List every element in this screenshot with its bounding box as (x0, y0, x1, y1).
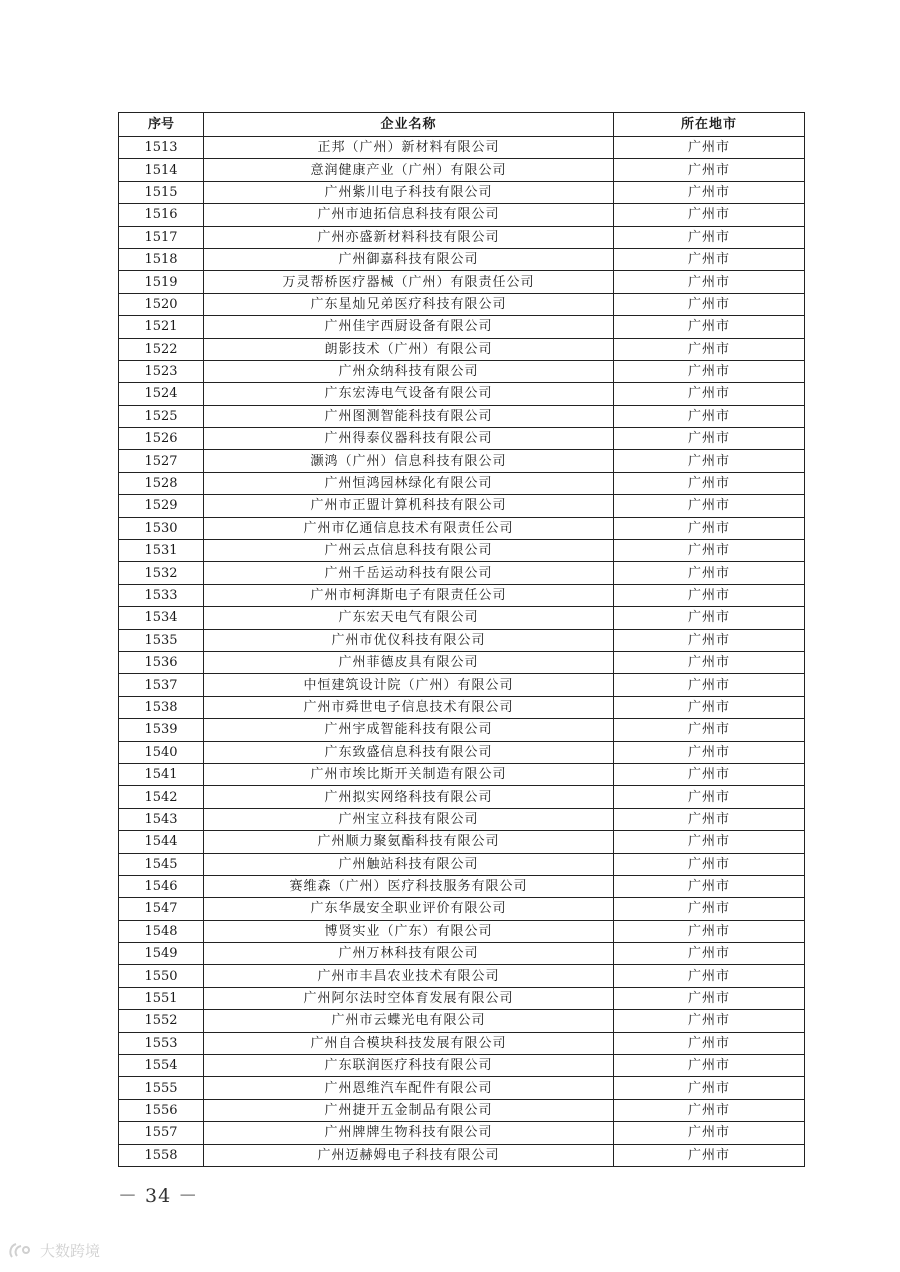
row-index: 1540 (119, 742, 204, 764)
row-company-name: 广州云点信息科技有限公司 (204, 540, 614, 562)
row-company-name: 广州市亿通信息技术有限责任公司 (204, 518, 614, 540)
row-index: 1543 (119, 809, 204, 831)
table-row (119, 562, 805, 584)
row-company-name: 广州迈赫姆电子科技有限公司 (204, 1145, 614, 1167)
row-index: 1550 (119, 965, 204, 987)
row-city: 广州市 (614, 943, 805, 965)
table-row (119, 428, 805, 450)
row-index: 1558 (119, 1145, 204, 1167)
row-company-name: 意润健康产业（广州）有限公司 (204, 159, 614, 181)
row-city: 广州市 (614, 383, 805, 405)
row-company-name: 广州得泰仪器科技有限公司 (204, 428, 614, 450)
row-company-name: 广州佳宇西厨设备有限公司 (204, 316, 614, 338)
row-city: 广州市 (614, 988, 805, 1010)
table-row (119, 294, 805, 316)
row-index: 1537 (119, 674, 204, 696)
row-index: 1535 (119, 630, 204, 652)
table-row (119, 876, 805, 898)
row-company-name: 广东宏涛电气设备有限公司 (204, 383, 614, 405)
row-city: 广州市 (614, 898, 805, 920)
row-index: 1521 (119, 316, 204, 338)
row-index: 1523 (119, 361, 204, 383)
watermark (8, 1240, 100, 1261)
row-index: 1515 (119, 182, 204, 204)
row-city: 广州市 (614, 428, 805, 450)
row-city: 广州市 (614, 1033, 805, 1055)
row-city: 广州市 (614, 182, 805, 204)
table-row (119, 406, 805, 428)
row-index: 1545 (119, 854, 204, 876)
row-company-name: 广州捷开五金制品有限公司 (204, 1100, 614, 1122)
table-row (119, 1010, 805, 1032)
row-company-name: 广州恒鸿园林绿化有限公司 (204, 473, 614, 495)
row-company-name: 广州拟实网络科技有限公司 (204, 786, 614, 808)
page-number: － 34 － (118, 1185, 199, 1207)
row-city: 广州市 (614, 495, 805, 517)
row-city: 广州市 (614, 921, 805, 943)
table-row (119, 854, 805, 876)
table-row (119, 361, 805, 383)
row-company-name: 广州市舜世电子信息技术有限公司 (204, 697, 614, 719)
row-company-name: 朗影技术（广州）有限公司 (204, 339, 614, 361)
row-index: 1556 (119, 1100, 204, 1122)
row-company-name: 广州宝立科技有限公司 (204, 809, 614, 831)
row-company-name: 灏鸿（广州）信息科技有限公司 (204, 450, 614, 472)
table-row (119, 227, 805, 249)
row-index: 1528 (119, 473, 204, 495)
row-city: 广州市 (614, 719, 805, 741)
row-city: 广州市 (614, 361, 805, 383)
row-index: 1554 (119, 1055, 204, 1077)
row-city: 广州市 (614, 630, 805, 652)
row-index: 1539 (119, 719, 204, 741)
row-index: 1517 (119, 227, 204, 249)
table-row (119, 921, 805, 943)
table-row (119, 1100, 805, 1122)
row-city: 广州市 (614, 316, 805, 338)
row-index: 1534 (119, 607, 204, 629)
row-city: 广州市 (614, 585, 805, 607)
row-index: 1553 (119, 1033, 204, 1055)
row-city: 广州市 (614, 540, 805, 562)
table-row (119, 607, 805, 629)
row-company-name: 广州宇成智能科技有限公司 (204, 719, 614, 741)
row-city: 广州市 (614, 674, 805, 696)
table-row (119, 943, 805, 965)
row-city: 广州市 (614, 450, 805, 472)
row-index: 1531 (119, 540, 204, 562)
row-company-name: 广州图测智能科技有限公司 (204, 406, 614, 428)
row-company-name: 广州阿尔法时空体育发展有限公司 (204, 988, 614, 1010)
table-row (119, 1077, 805, 1099)
row-city: 广州市 (614, 697, 805, 719)
row-company-name: 广州市丰昌农业技术有限公司 (204, 965, 614, 987)
row-index: 1548 (119, 921, 204, 943)
row-index: 1541 (119, 764, 204, 786)
row-company-name: 广州市正盟计算机科技有限公司 (204, 495, 614, 517)
row-index: 1530 (119, 518, 204, 540)
row-index: 1538 (119, 697, 204, 719)
table-row (119, 1033, 805, 1055)
row-company-name: 广州御嘉科技有限公司 (204, 249, 614, 271)
row-index: 1542 (119, 786, 204, 808)
row-index: 1533 (119, 585, 204, 607)
row-company-name: 广州顺力聚氨酯科技有限公司 (204, 831, 614, 853)
watermark-text: 大数跨境 (40, 1242, 101, 1260)
row-index: 1516 (119, 204, 204, 226)
row-city: 广州市 (614, 227, 805, 249)
row-city: 广州市 (614, 159, 805, 181)
row-city: 广州市 (614, 406, 805, 428)
table-row (119, 898, 805, 920)
row-city: 广州市 (614, 204, 805, 226)
row-city: 广州市 (614, 1122, 805, 1144)
row-city: 广州市 (614, 809, 805, 831)
row-company-name: 万灵帮桥医疗器械（广州）有限责任公司 (204, 271, 614, 293)
row-index: 1519 (119, 271, 204, 293)
row-index: 1513 (119, 137, 204, 159)
row-company-name: 正邦（广州）新材料有限公司 (204, 137, 614, 159)
row-index: 1514 (119, 159, 204, 181)
table-row (119, 473, 805, 495)
row-city: 广州市 (614, 1100, 805, 1122)
table-row (119, 339, 805, 361)
table-row (119, 965, 805, 987)
row-city: 广州市 (614, 562, 805, 584)
row-company-name: 广州亦盛新材料科技有限公司 (204, 227, 614, 249)
row-index: 1527 (119, 450, 204, 472)
table-row (119, 831, 805, 853)
row-company-name: 广东联润医疗科技有限公司 (204, 1055, 614, 1077)
row-company-name: 广州市柯湃斯电子有限责任公司 (204, 585, 614, 607)
row-company-name: 赛维森（广州）医疗科技服务有限公司 (204, 876, 614, 898)
row-index: 1520 (119, 294, 204, 316)
row-index: 1532 (119, 562, 204, 584)
row-index: 1524 (119, 383, 204, 405)
table-row (119, 271, 805, 293)
row-index: 1552 (119, 1010, 204, 1032)
table-row (119, 316, 805, 338)
table-row (119, 450, 805, 472)
table-row (119, 674, 805, 696)
row-city: 广州市 (614, 473, 805, 495)
row-company-name: 广州牌牌生物科技有限公司 (204, 1122, 614, 1144)
row-city: 广州市 (614, 1145, 805, 1167)
row-city: 广州市 (614, 764, 805, 786)
row-company-name: 广州触站科技有限公司 (204, 854, 614, 876)
row-company-name: 广州恩维汽车配件有限公司 (204, 1077, 614, 1099)
row-company-name: 中恒建筑设计院（广州）有限公司 (204, 674, 614, 696)
table-body (119, 137, 805, 1167)
row-company-name: 广州市云蝶光电有限公司 (204, 1010, 614, 1032)
table-row (119, 630, 805, 652)
header-index: 序号 (119, 113, 204, 137)
table-row (119, 540, 805, 562)
row-index: 1551 (119, 988, 204, 1010)
row-index: 1546 (119, 876, 204, 898)
row-index: 1547 (119, 898, 204, 920)
row-company-name: 广州紫川电子科技有限公司 (204, 182, 614, 204)
row-company-name: 广州自合模块科技发展有限公司 (204, 1033, 614, 1055)
row-index: 1549 (119, 943, 204, 965)
row-index: 1518 (119, 249, 204, 271)
row-company-name: 广州千岳运动科技有限公司 (204, 562, 614, 584)
row-company-name: 广东致盛信息科技有限公司 (204, 742, 614, 764)
row-company-name: 广东华晟安全职业评价有限公司 (204, 898, 614, 920)
row-company-name: 广州众纳科技有限公司 (204, 361, 614, 383)
row-city: 广州市 (614, 271, 805, 293)
row-company-name: 广州菲德皮具有限公司 (204, 652, 614, 674)
row-city: 广州市 (614, 339, 805, 361)
table-row (119, 742, 805, 764)
row-index: 1526 (119, 428, 204, 450)
row-city: 广州市 (614, 1077, 805, 1099)
row-company-name: 广东星灿兄弟医疗科技有限公司 (204, 294, 614, 316)
row-index: 1544 (119, 831, 204, 853)
table-row (119, 159, 805, 181)
table-row (119, 182, 805, 204)
row-city: 广州市 (614, 1055, 805, 1077)
table-row (119, 764, 805, 786)
company-table (118, 112, 805, 1167)
row-city: 广州市 (614, 876, 805, 898)
row-city: 广州市 (614, 742, 805, 764)
table-row (119, 719, 805, 741)
table-row (119, 249, 805, 271)
row-index: 1557 (119, 1122, 204, 1144)
row-company-name: 广州市埃比斯开关制造有限公司 (204, 764, 614, 786)
table-row (119, 988, 805, 1010)
row-index: 1522 (119, 339, 204, 361)
row-city: 广州市 (614, 607, 805, 629)
table-row (119, 652, 805, 674)
row-city: 广州市 (614, 786, 805, 808)
row-city: 广州市 (614, 965, 805, 987)
row-company-name: 广州市优仪科技有限公司 (204, 630, 614, 652)
row-city: 广州市 (614, 854, 805, 876)
table-row (119, 786, 805, 808)
row-city: 广州市 (614, 249, 805, 271)
row-company-name: 广州万林科技有限公司 (204, 943, 614, 965)
table-row (119, 383, 805, 405)
table-row (119, 1055, 805, 1077)
row-company-name: 广东宏天电气有限公司 (204, 607, 614, 629)
table-row (119, 585, 805, 607)
row-city: 广州市 (614, 1010, 805, 1032)
table-row (119, 1145, 805, 1167)
row-index: 1536 (119, 652, 204, 674)
watermark-logo-icon (8, 1241, 34, 1261)
row-city: 广州市 (614, 518, 805, 540)
row-company-name: 广州市迪拓信息科技有限公司 (204, 204, 614, 226)
row-index: 1525 (119, 406, 204, 428)
table-row (119, 697, 805, 719)
table-row (119, 137, 805, 159)
table-row (119, 518, 805, 540)
table-row (119, 809, 805, 831)
row-index: 1555 (119, 1077, 204, 1099)
table-row (119, 495, 805, 517)
row-company-name: 博贤实业（广东）有限公司 (204, 921, 614, 943)
row-city: 广州市 (614, 137, 805, 159)
table-header-row (119, 113, 805, 137)
table-row (119, 1122, 805, 1144)
row-city: 广州市 (614, 831, 805, 853)
row-city: 广州市 (614, 652, 805, 674)
row-index: 1529 (119, 495, 204, 517)
header-city: 所在地市 (614, 113, 805, 137)
table-row (119, 204, 805, 226)
header-company-name: 企业名称 (204, 113, 614, 137)
row-city: 广州市 (614, 294, 805, 316)
